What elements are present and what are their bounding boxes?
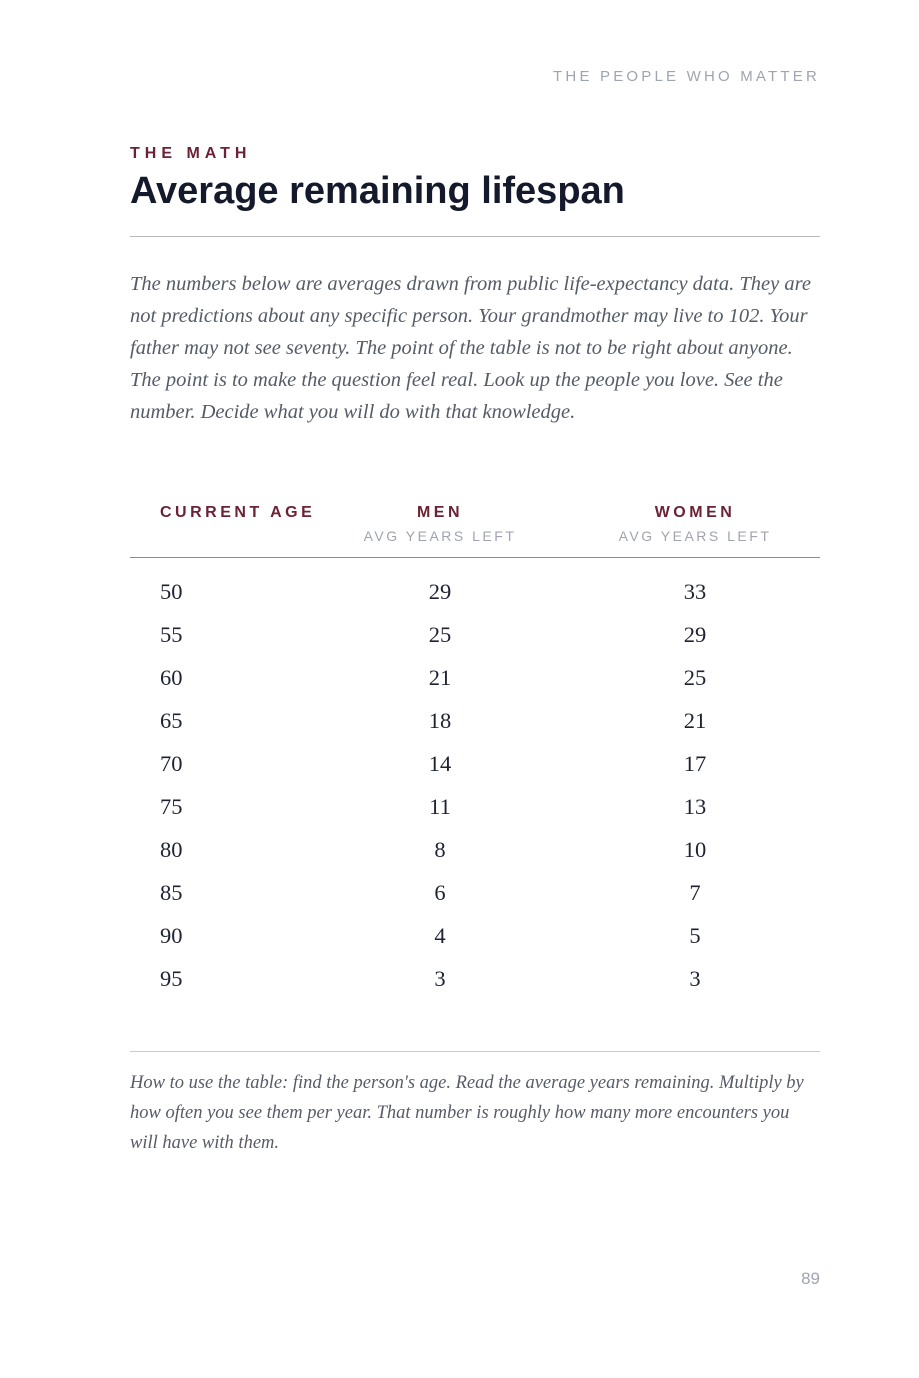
cell-women: 21: [683, 708, 707, 733]
cell-women: 5: [689, 923, 701, 948]
cell-age: 55: [160, 622, 183, 647]
cell-men: 8: [434, 837, 446, 862]
page-title: Average remaining lifespan: [130, 170, 625, 212]
cell-age: 75: [160, 794, 183, 819]
cell-age: 50: [160, 579, 183, 604]
cell-women: 25: [683, 665, 707, 690]
cell-men: 6: [434, 880, 446, 905]
cell-men: 21: [428, 665, 452, 690]
cell-women: 10: [683, 837, 707, 862]
cell-age: 85: [160, 880, 183, 905]
header-men-sublabel: AVG YEARS LEFT: [363, 528, 517, 544]
cell-age: 80: [160, 837, 183, 862]
usage-note: How to use the table: find the person's age. Read the average years remaining. Multiply by how often you see them per year. That number is roughly how many more encounters you will have with them.: [130, 1073, 804, 1153]
cell-women: 7: [689, 880, 701, 905]
cell-women: 3: [689, 966, 701, 991]
table-row: [130, 958, 820, 1001]
header-current-age: [160, 504, 315, 522]
cell-men: 14: [428, 751, 452, 776]
cell-men: 29: [428, 579, 452, 604]
section-kicker: THE MATH: [130, 145, 252, 162]
table-row: [130, 614, 820, 657]
cell-men: 3: [434, 966, 446, 991]
header-age-label: CURRENT AGE: [160, 504, 316, 521]
cell-men: 25: [428, 622, 452, 647]
cell-women: 13: [683, 794, 707, 819]
table-row: [130, 571, 820, 614]
cell-age: 70: [160, 751, 183, 776]
cell-age: 90: [160, 923, 183, 948]
running-head: THE PEOPLE WHO MATTER: [553, 68, 820, 85]
table-row: [130, 786, 820, 829]
cell-women: 17: [683, 751, 707, 776]
table-row: [130, 700, 820, 743]
table-header-divider: [130, 557, 820, 558]
cell-men: 4: [434, 923, 446, 948]
header-men-label: MEN: [416, 504, 464, 521]
table-row: [130, 743, 820, 786]
table-row: [130, 829, 820, 872]
cell-women: 33: [683, 579, 707, 604]
cell-age: 95: [160, 966, 183, 991]
header-men: [330, 504, 550, 544]
header-women: [585, 504, 805, 544]
header-women-label: WOMEN: [654, 504, 736, 521]
header-women-sublabel: AVG YEARS LEFT: [618, 528, 772, 544]
table-row: [130, 657, 820, 700]
table-row: [130, 915, 820, 958]
table-body: [130, 571, 820, 1001]
cell-age: 65: [160, 708, 183, 733]
footnote-divider: [130, 1051, 820, 1052]
intro-paragraph: The numbers below are averages drawn from public life-expectancy data. They are not predictions about any specific person. Your grandmother may live to 102. Your father may not see seventy. The point of the table is not to be right about anyone. The point is to make the question feel real. Look up the people you love. See the number. Decide what you will do with that knowledge.: [130, 273, 811, 423]
cell-men: 11: [429, 794, 451, 819]
page-number: 89: [801, 1269, 820, 1288]
cell-age: 60: [160, 665, 183, 690]
cell-men: 18: [428, 708, 452, 733]
cell-women: 29: [683, 622, 707, 647]
title-divider: [130, 236, 820, 237]
table-row: [130, 872, 820, 915]
